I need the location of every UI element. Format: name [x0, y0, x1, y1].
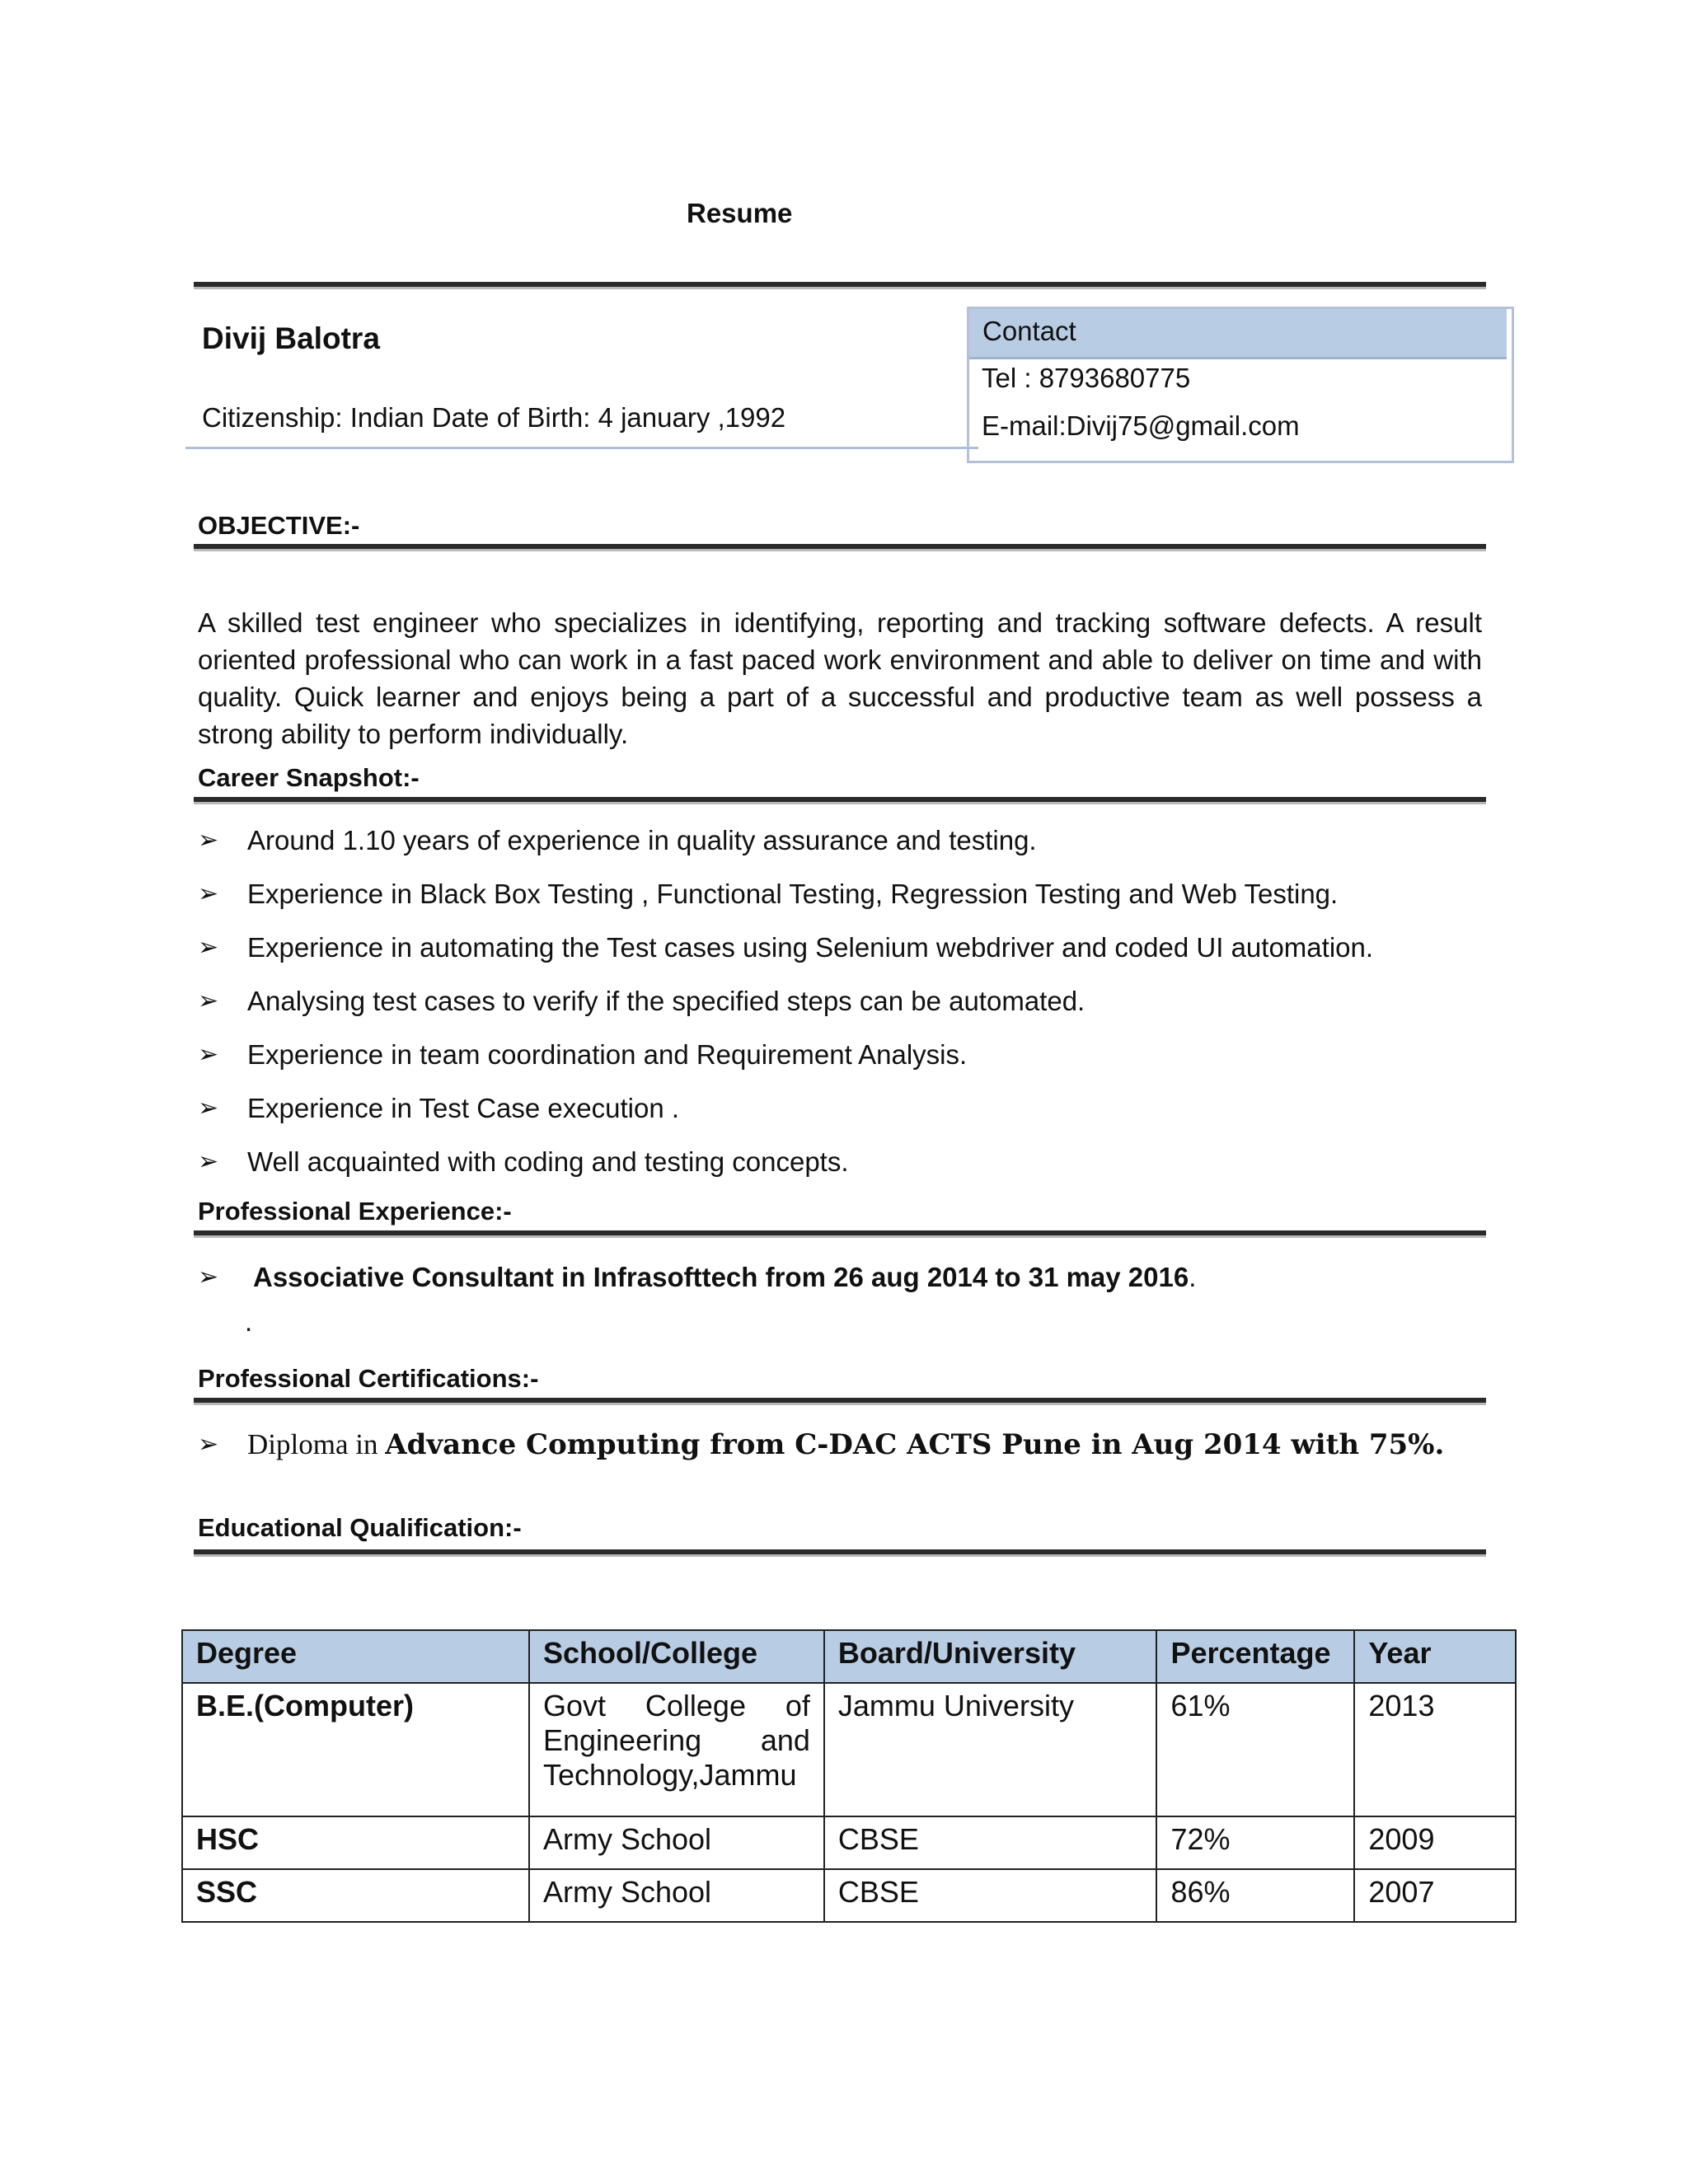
column-header: Board/University: [824, 1630, 1157, 1683]
candidate-name: Divij Balotra: [202, 321, 380, 355]
table-row: [182, 1869, 1516, 1922]
table-cell: CBSE: [824, 1869, 1157, 1922]
objective-divider: [194, 544, 1486, 551]
table-cell: 2013: [1354, 1683, 1516, 1816]
arrow-bullet-icon: ➢: [198, 1431, 219, 1458]
column-header: Year: [1354, 1630, 1516, 1683]
career-divider: [194, 797, 1486, 804]
table-cell: B.E.(Computer): [182, 1683, 529, 1816]
career-item: ➢ Experience in Test Case execution .: [198, 1090, 1484, 1143]
career-item: ➢ Experience in automating the Test cases using Selenium webdriver and coded UI automation.: [198, 929, 1484, 982]
table-header-row: [182, 1630, 1516, 1683]
education-heading: Educational Qualification:-: [198, 1513, 522, 1542]
column-header: School/College: [529, 1630, 824, 1683]
arrow-bullet-icon: ➢: [198, 934, 219, 961]
column-header: Degree: [182, 1630, 529, 1683]
stray-dot: .: [245, 1306, 253, 1337]
table-cell: 86%: [1156, 1869, 1354, 1922]
arrow-bullet-icon: ➢: [198, 1148, 219, 1175]
career-list: [198, 822, 1484, 1197]
certifications-heading: Professional Certifications:-: [198, 1364, 539, 1393]
certifications-divider: [194, 1398, 1486, 1405]
arrow-bullet-icon: ➢: [198, 1263, 219, 1291]
certification-detail: Advance Computing from C-DAC ACTS Pune in Aug 2014 with 75%.: [385, 1428, 1445, 1461]
table-row: [182, 1683, 1516, 1816]
table-cell: 2009: [1354, 1816, 1516, 1869]
education-divider: [194, 1549, 1486, 1557]
career-item: ➢ Experience in Black Box Testing , Functional Testing, Regression Testing and Web Testing.: [198, 875, 1484, 929]
arrow-bullet-icon: ➢: [198, 1041, 219, 1068]
contact-email: E-mail:Divij75@gmail.com: [982, 410, 1300, 441]
experience-item: [198, 1258, 1196, 1296]
certification-prefix: Diploma in: [247, 1428, 386, 1460]
table-cell: Jammu University: [824, 1683, 1157, 1816]
contact-heading-bar: [969, 309, 1507, 359]
arrow-bullet-icon: ➢: [198, 987, 219, 1015]
table-cell: Army School: [529, 1869, 824, 1922]
table-cell: CBSE: [824, 1816, 1157, 1869]
arrow-bullet-icon: ➢: [198, 1094, 219, 1122]
column-header: Percentage: [1156, 1630, 1354, 1683]
header-divider: [194, 282, 1486, 289]
table-cell: Govt College of Engineering and Technology,Jammu: [529, 1683, 824, 1816]
experience-heading: Professional Experience:-: [198, 1197, 512, 1226]
contact-heading: Contact: [982, 316, 1076, 346]
contact-phone: Tel : 8793680775: [982, 363, 1191, 393]
table-cell: 72%: [1156, 1816, 1354, 1869]
education-table: [181, 1629, 1517, 1923]
career-item: ➢ Well acquainted with coding and testing concepts.: [198, 1143, 1484, 1197]
table-cell: Army School: [529, 1816, 824, 1869]
career-item: ➢ Analysing test cases to verify if the specified steps can be automated.: [198, 982, 1484, 1036]
experience-period: .: [1189, 1262, 1197, 1292]
objective-heading: OBJECTIVE:-: [198, 511, 360, 540]
objective-text: A skilled test engineer who specializes in identifying, reporting and tracking software defects. A result oriented professional who can work in a fast paced work environment and able to deliver on time and with quality. Quick learner and enjoys being a part of a successful and productive team as well possess a strong ability to perform individually.: [198, 607, 1482, 749]
table-row: [182, 1816, 1516, 1869]
career-heading: Career Snapshot:-: [198, 763, 420, 792]
table-cell: 61%: [1156, 1683, 1354, 1816]
table-cell: HSC: [182, 1816, 529, 1869]
personal-details: Citizenship: Indian Date of Birth: 4 january ,1992: [202, 402, 786, 433]
certification-item: [198, 1426, 1444, 1464]
experience-role: Associative Consultant in Infrasofttech from 26 aug 2014 to 31 may 2016: [253, 1262, 1189, 1292]
experience-divider: [194, 1230, 1486, 1238]
table-cell: SSC: [182, 1869, 529, 1922]
document-title: Resume: [687, 198, 793, 228]
table-cell: 2007: [1354, 1869, 1516, 1922]
name-underline: [185, 447, 978, 449]
arrow-bullet-icon: ➢: [198, 880, 219, 907]
career-item: ➢ Experience in team coordination and Requirement Analysis.: [198, 1036, 1484, 1090]
arrow-bullet-icon: ➢: [198, 827, 219, 854]
career-item: ➢ Around 1.10 years of experience in quality assurance and testing.: [198, 822, 1484, 875]
